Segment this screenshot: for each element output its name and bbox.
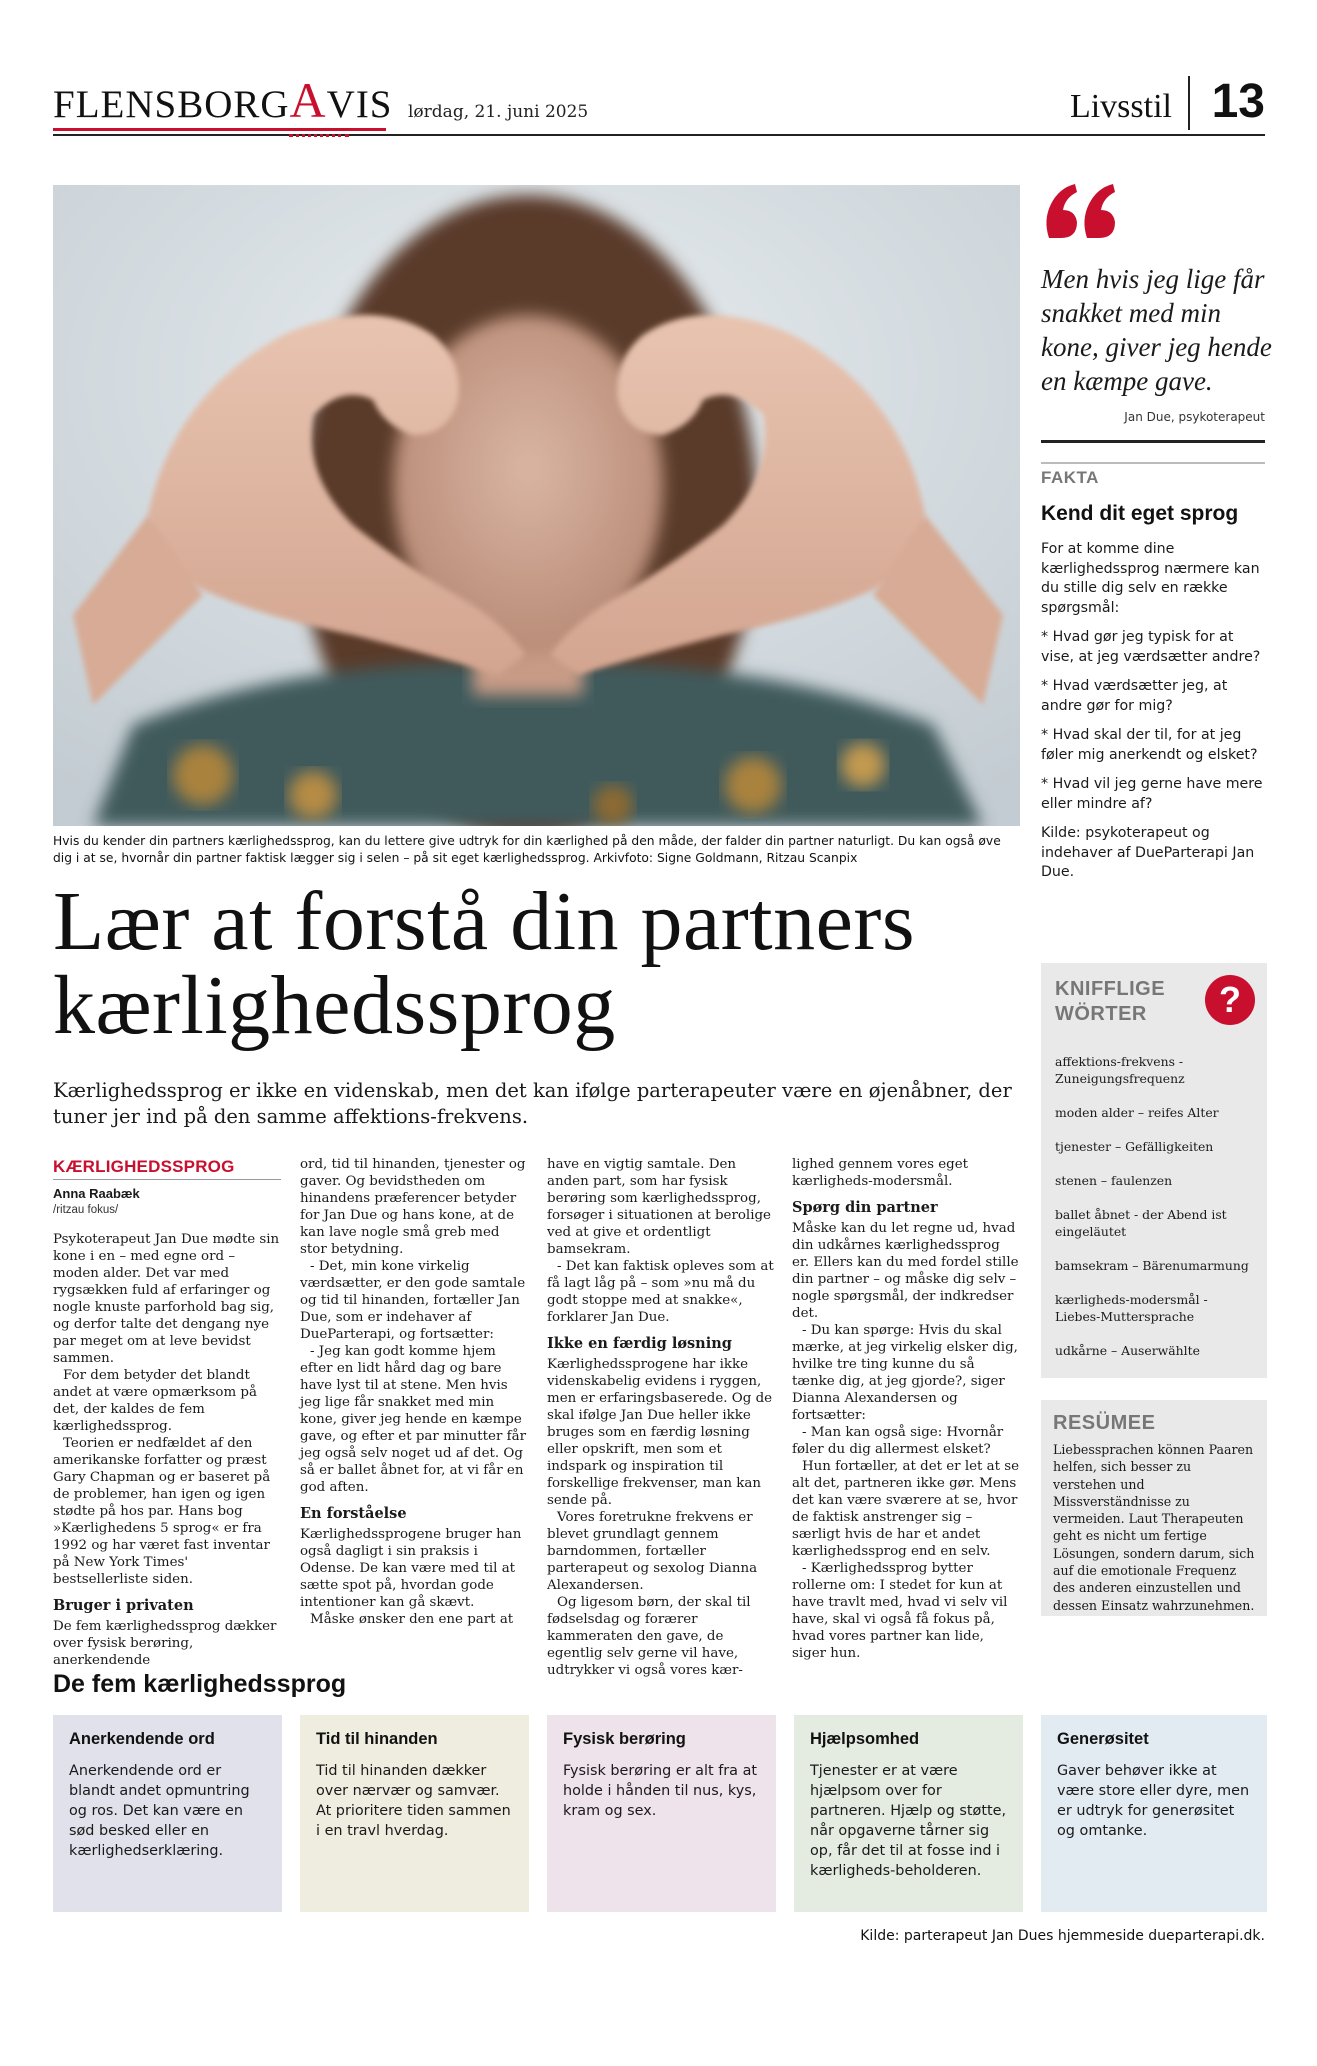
article-column-3 xyxy=(547,1156,775,1679)
fakta-question: * Hvad vil jeg gerne have mere eller mindre af? xyxy=(1041,776,1263,812)
fakta-intro: For at komme dine kærlighedssprog nærmere kan du stille dig selv en række spørgsmål: xyxy=(1041,541,1260,616)
article-column-2 xyxy=(300,1156,528,1628)
summary-text: Liebessprachen können Paaren helfen, sich besser zu verstehen und Missverständnisse zu vermeiden. Laut Therapeuten geht es nicht um fertige Lösungen, sondern darum, sich auf die emotionale Frequenz des anderen einzustellen und dessen Einsatz wahrzunehmen. xyxy=(1053,1442,1255,1613)
tricky-word-item: udkårne – Auserwählte xyxy=(1055,1343,1200,1358)
language-card-title: Generøsitet xyxy=(1057,1730,1149,1748)
language-card xyxy=(794,1715,1023,1912)
body-paragraph: For dem betyder det blandt andet at være opmærksom på det, der kaldes de fem kærlighedssprog. xyxy=(53,1368,257,1434)
quote-mark-icon xyxy=(1041,180,1121,240)
language-card xyxy=(53,1715,282,1912)
language-card-text: Tjenester er at være hjælpsom over for partneren. Hjælp og støtte, når opgaverne tårner sig op, får det til at fosse ind i kærligheds-beholderen. xyxy=(810,1763,1007,1879)
tricky-word-item: stenen – faulenzen xyxy=(1055,1173,1173,1188)
body-paragraph: have en vigtig samtale. Den anden part, som har fysisk berøring som kærlighedssprog, forsøger i situationen at berolige ved at give et ordentligt bamsekram. xyxy=(547,1157,771,1257)
byline-rule xyxy=(53,1179,281,1180)
body-paragraph: Teorien er nedfældet af den amerikanske forfatter og præst Gary Chapman og er baseret på de problemer, han igen og igen stødte på hos par. Hans bog »Kærlighedens 5 sprog« er fra 1992 og har været fast inventar på New York Times' bestsellerliste siden. xyxy=(53,1436,271,1587)
body-paragraph: - Kærlighedssprog bytter rollerne om: I stedet for kun at have travlt med, hvad vi selv vil have, skal vi også få fokus på, hvad vores partner kan lide, siger hun. xyxy=(792,1561,1008,1661)
body-paragraph: Og ligesom børn, der skal til fødselsdag og forærer kammeraten den gave, de egentlig selv gerne vil have, udtrykker vi også vores kær- xyxy=(547,1595,751,1678)
hero-photo xyxy=(53,185,1020,826)
body-paragraph: ord, tid til hinanden, tjenester og gaver. Og bevidstheden om hinandens præferencer betyder for Jan Due og hans kone, at de kan lave nogle små greb med stor betydning. xyxy=(300,1157,526,1257)
language-card-title: Hjælpsomhed xyxy=(810,1730,920,1748)
section-name: Livsstil xyxy=(1069,88,1172,125)
summary-box xyxy=(1041,1400,1267,1616)
logo-dots xyxy=(289,134,349,137)
logo-left: FLENSBORG xyxy=(53,83,290,126)
photo-caption: Hvis du kender din partners kærlighedssprog, kan du lettere give udtryk for din kærlighed på den måde, der falder din partner naturligt. Du kan også øve dig i at se, hvornår din partner faktisk lægger sig i selen – på sit eget kærlighedssprog. Arkivfoto: Signe Goldmann, Ritzau Scanpix xyxy=(53,834,1001,865)
tricky-word-item: moden alder – reifes Alter xyxy=(1055,1105,1219,1120)
body-paragraph: De fem kærlighedssprog dækker over fysisk berøring, anerkendende xyxy=(53,1619,277,1668)
tricky-word-item: kærligheds-modersmål - Liebes-Muttersprache xyxy=(1055,1292,1208,1324)
fakta-source: Kilde: psykoterapeut og indehaver af DueParterapi Jan Due. xyxy=(1041,825,1255,880)
quote-rule xyxy=(1041,440,1265,443)
logo-a: A xyxy=(289,72,327,128)
body-paragraph: Måske ønsker den ene part at xyxy=(310,1612,514,1627)
fakta-rule xyxy=(1041,462,1265,464)
pull-quote: Men hvis jeg lige får snakket med min kone, giver jeg hende en kæmpe gave. xyxy=(1041,264,1272,396)
article-headline: Lær at forstå din partners kærlighedssprog xyxy=(53,875,916,1052)
body-paragraph: Måske kan du let regne ud, hvad din udkårnes kærlighedssprog er. Ellers kan du med fordel stille din partner – og måske dig selv – nogle spørgsmål, der indkredser det. xyxy=(792,1221,1019,1321)
fakta-question: * Hvad gør jeg typisk for at vise, at jeg værdsætter andre? xyxy=(1041,629,1261,665)
body-paragraph: Kærlighedssprogene bruger han også dagligt i sin praksis i Odense. De kan være med til at sætte spot på, hvordan gode intentioner kan gå skævt. xyxy=(300,1527,522,1610)
subheading: Ikke en færdig løsning xyxy=(547,1335,732,1352)
language-card-title: Anerkendende ord xyxy=(69,1730,215,1748)
language-card-text: Fysisk berøring er alt fra at holde i hånden til nus, kys, kram og sex. xyxy=(563,1763,758,1819)
language-card-title: Fysisk berøring xyxy=(563,1730,686,1748)
subheading: Spørg din partner xyxy=(792,1199,938,1216)
body-paragraph: - Jeg kan godt komme hjem efter en lidt hård dag og bare have lyst til at stene. Men hvis jeg lige får snakket med min kone, giver jeg hende en kæmpe gave, og efter et par minutter får jeg også selv noget ud af det. Og så er ballet åbnet for, at vi får en god aften. xyxy=(300,1344,526,1495)
language-card xyxy=(1041,1715,1267,1912)
tricky-words-list xyxy=(1055,1053,1253,1359)
masthead xyxy=(53,72,1265,136)
language-card-text: Anerkendende ord er blandt andet opmuntring og ros. Det kan være en sød besked eller en kærlighedserklæring. xyxy=(69,1763,250,1859)
body-paragraph: Kærlighedssprogene har ikke videnskabelig evidens i ryggen, men er erfaringsbaserede. Og de skal ifølge Jan Due heller ikke bruges som en færdig løsning eller opskrift, men som et indspark og inspiration til forskellige frekvenser, man kan sende på. xyxy=(547,1357,773,1508)
body-paragraph: - Du kan spørge: Hvis du skal mærke, at jeg virkelig elsker dig, hvilke tre ting kunne du så tænke dig, at jeg gjorde?, siger Dianna Alexandersen og fortsætter: xyxy=(792,1323,1018,1423)
tricky-word-item: tjenester – Gefälligkeiten xyxy=(1055,1139,1214,1154)
language-card xyxy=(300,1715,529,1912)
body-paragraph: - Det kan faktisk opleves som at få lagt låg på – som »nu må du godt stoppe med at snakke«, forklarer Jan Due. xyxy=(547,1259,774,1325)
body-paragraph: - Man kan også sige: Hvornår føler du dig allermest elsket? xyxy=(792,1425,1004,1457)
body-paragraph: Psykoterapeut Jan Due mødte sin kone i en – med egne ord – moden alder. Det var med rygsækken fuld af erfaringer og nogle knuste parforhold bag sig, og derfor talte det dengang nye par meget om at leve bevidst sammen. xyxy=(53,1232,280,1366)
five-languages-title: De fem kærlighedssprog xyxy=(53,1670,347,1698)
logo-right: VIS xyxy=(326,83,393,126)
author-name: Anna Raabæk xyxy=(53,1186,140,1201)
heart-hands-photo xyxy=(53,185,1020,826)
summary-title: RESÜMEE xyxy=(1053,1412,1156,1434)
article-lead: Kærlighedssprog er ikke en videnskab, men det kan ifølge parterapeuter være en øjenåbner, der tuner jer ind på den samme affektions-frekvens. xyxy=(53,1079,1012,1128)
language-card xyxy=(547,1715,776,1912)
fakta-question: * Hvad skal der til, for at jeg føler mig anerkendt og elsket? xyxy=(1041,727,1258,763)
body-paragraph: Vores foretrukne frekvens er blevet grundlagt gennem barndommen, fortæller parterapeut og sexolog Dianna Alexandersen. xyxy=(547,1510,758,1593)
article-column-4 xyxy=(792,1156,1020,1662)
language-card-text: Gaver behøver ikke at være store eller dyre, men er udtryk for generøsitet og omtanke. xyxy=(1057,1763,1250,1839)
section-divider xyxy=(1188,76,1190,130)
publication-date: lørdag, 21. juni 2025 xyxy=(408,102,589,122)
logo-underline xyxy=(53,128,386,131)
body-paragraph: lighed gennem vores eget kærligheds-modersmål. xyxy=(792,1157,969,1189)
language-card-title: Tid til hinanden xyxy=(316,1730,438,1748)
body-paragraph: Hun fortæller, at det er let at se alt det, partneren ikke gør. Mens det kan være sværere at se, hvor de faktisk anstrenger sig – særligt hvis de har et andet kærlighedssprog end en selv. xyxy=(792,1459,1020,1559)
fakta-label: FAKTA xyxy=(1041,468,1099,487)
page-number: 13 xyxy=(1211,75,1265,128)
subheading: Bruger i privaten xyxy=(53,1597,194,1614)
fakta-title: Kend dit eget sprog xyxy=(1041,502,1239,525)
tricky-word-item: bamsekram – Bärenumarmung xyxy=(1055,1258,1249,1273)
tricky-word-item: affektions-frekvens - Zuneigungsfrequenz xyxy=(1055,1054,1185,1086)
fakta-question: * Hvad værdsætter jeg, at andre gør for mig? xyxy=(1041,678,1228,714)
author-agency: /ritzau fokus/ xyxy=(53,1204,119,1216)
language-card-text: Tid til hinanden dækker over nærvær og samvær. At prioritere tiden sammen i en travl hverdag. xyxy=(316,1763,511,1839)
tricky-word-item: ballet åbnet - der Abend ist eingeläutet xyxy=(1055,1207,1227,1239)
pull-quote-author: Jan Due, psykoterapeut xyxy=(1124,410,1265,424)
newspaper-logo[interactable] xyxy=(53,72,393,128)
question-mark-icon: ? xyxy=(1205,975,1255,1025)
tricky-words-title: KNIFFLIGE WÖRTER xyxy=(1055,978,1166,1025)
body-paragraph: - Det, min kone virkelig værdsætter, er den gode samtale og tid til hinanden, fortæller Jan Due, som er indehaver af DueParterapi, og fortsætter: xyxy=(300,1259,526,1342)
tricky-words-box xyxy=(1041,963,1267,1378)
five-languages-source: Kilde: parterapeut Jan Dues hjemmeside dueparterapi.dk. xyxy=(860,1928,1265,1944)
subheading: En forståelse xyxy=(300,1505,407,1522)
fakta-box xyxy=(1041,540,1267,893)
article-kicker: KÆRLIGHEDSSPROG xyxy=(53,1157,235,1176)
article-column-1 xyxy=(53,1156,281,1669)
